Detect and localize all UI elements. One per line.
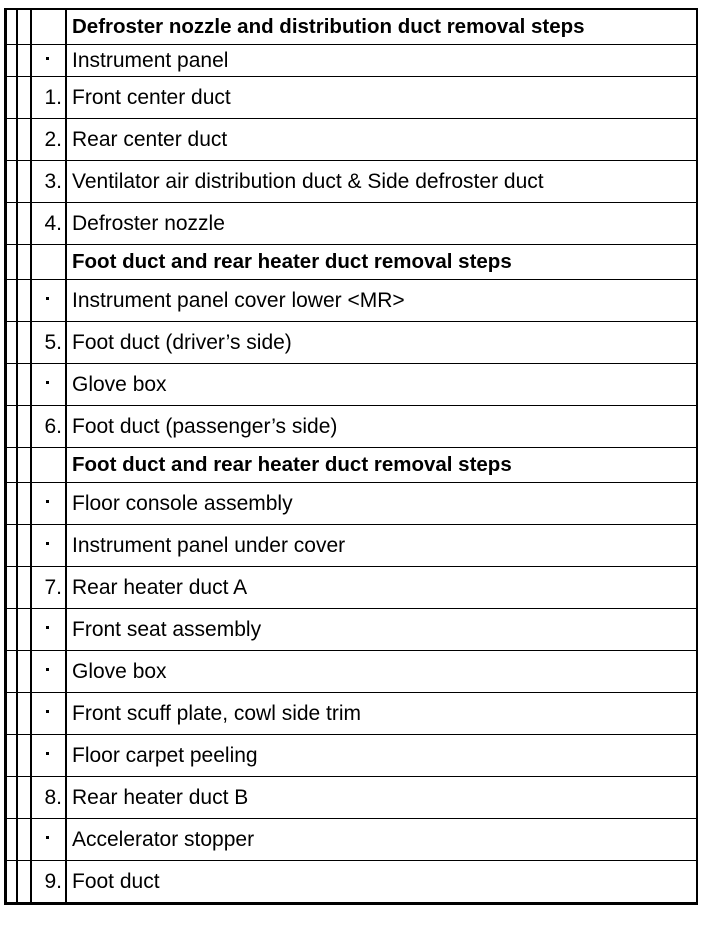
- margin-cell: [17, 777, 31, 819]
- margin-cell: [17, 119, 31, 161]
- step-number-cell: [31, 819, 66, 861]
- bullet-icon: [46, 752, 49, 755]
- margin-cell: [17, 567, 31, 609]
- step-number-cell: 5.: [31, 322, 66, 364]
- margin-cell: [17, 651, 31, 693]
- step-text: Accelerator stopper: [66, 819, 697, 861]
- margin-cell: [6, 322, 18, 364]
- step-text: Instrument panel under cover: [66, 525, 697, 567]
- step-row: [6, 525, 698, 567]
- step-row: [6, 203, 698, 245]
- step-row: [6, 861, 698, 904]
- step-row: [6, 609, 698, 651]
- step-number-cell: 9.: [31, 861, 66, 904]
- bullet-icon: [46, 542, 49, 545]
- margin-cell: [6, 77, 18, 119]
- step-row: [6, 651, 698, 693]
- margin-cell: [17, 483, 31, 525]
- step-number-cell: [31, 483, 66, 525]
- step-text: Rear heater duct B: [66, 777, 697, 819]
- section-header-row: [6, 9, 698, 45]
- margin-cell: [6, 203, 18, 245]
- margin-cell: [17, 609, 31, 651]
- step-text: Floor console assembly: [66, 483, 697, 525]
- step-number-cell: [31, 448, 66, 483]
- bullet-icon: [46, 297, 49, 300]
- margin-cell: [17, 525, 31, 567]
- section-header-row: [6, 245, 698, 280]
- removal-steps-table: [4, 8, 698, 905]
- margin-cell: [17, 245, 31, 280]
- margin-cell: [6, 735, 18, 777]
- step-number-cell: 2.: [31, 119, 66, 161]
- margin-cell: [6, 245, 18, 280]
- step-row: [6, 406, 698, 448]
- step-row: [6, 567, 698, 609]
- step-row: [6, 693, 698, 735]
- step-number-cell: 6.: [31, 406, 66, 448]
- margin-cell: [17, 448, 31, 483]
- step-number-cell: [31, 525, 66, 567]
- section-heading: Foot duct and rear heater duct removal steps: [66, 448, 697, 483]
- step-text: Foot duct (passenger’s side): [66, 406, 697, 448]
- step-row: [6, 322, 698, 364]
- margin-cell: [17, 735, 31, 777]
- margin-cell: [6, 777, 18, 819]
- margin-cell: [6, 525, 18, 567]
- bullet-icon: [46, 836, 49, 839]
- step-text: Front seat assembly: [66, 609, 697, 651]
- step-number-cell: 8.: [31, 777, 66, 819]
- step-row: [6, 364, 698, 406]
- step-row: [6, 77, 698, 119]
- step-number-cell: [31, 693, 66, 735]
- step-text: Foot duct (driver’s side): [66, 322, 697, 364]
- step-text: Rear center duct: [66, 119, 697, 161]
- step-number-cell: 3.: [31, 161, 66, 203]
- step-text: Instrument panel: [66, 45, 697, 77]
- margin-cell: [17, 9, 31, 45]
- margin-cell: [6, 364, 18, 406]
- step-row: [6, 45, 698, 77]
- margin-cell: [17, 77, 31, 119]
- step-row: [6, 819, 698, 861]
- margin-cell: [6, 280, 18, 322]
- step-row: [6, 777, 698, 819]
- margin-cell: [6, 483, 18, 525]
- step-text: Glove box: [66, 651, 697, 693]
- step-text: Instrument panel cover lower <MR>: [66, 280, 697, 322]
- step-row: [6, 483, 698, 525]
- step-number-cell: [31, 280, 66, 322]
- step-text: Front center duct: [66, 77, 697, 119]
- margin-cell: [17, 364, 31, 406]
- bullet-icon: [46, 710, 49, 713]
- margin-cell: [17, 161, 31, 203]
- margin-cell: [17, 406, 31, 448]
- margin-cell: [17, 322, 31, 364]
- margin-cell: [6, 693, 18, 735]
- step-number-cell: [31, 364, 66, 406]
- margin-cell: [17, 819, 31, 861]
- step-number-cell: [31, 245, 66, 280]
- bullet-icon: [46, 668, 49, 671]
- margin-cell: [6, 861, 18, 904]
- margin-cell: [6, 119, 18, 161]
- step-number-cell: [31, 45, 66, 77]
- margin-cell: [6, 567, 18, 609]
- step-number-cell: [31, 9, 66, 45]
- section-header-row: [6, 448, 698, 483]
- step-number-cell: 4.: [31, 203, 66, 245]
- bullet-icon: [46, 626, 49, 629]
- margin-cell: [6, 9, 18, 45]
- removal-steps-body: [6, 9, 698, 904]
- margin-cell: [17, 280, 31, 322]
- margin-cell: [6, 819, 18, 861]
- step-row: [6, 119, 698, 161]
- step-text: Ventilator air distribution duct & Side defroster duct: [66, 161, 697, 203]
- step-row: [6, 280, 698, 322]
- step-text: Defroster nozzle: [66, 203, 697, 245]
- step-number-cell: [31, 651, 66, 693]
- step-number-cell: 1.: [31, 77, 66, 119]
- bullet-icon: [46, 381, 49, 384]
- step-row: [6, 735, 698, 777]
- margin-cell: [6, 161, 18, 203]
- margin-cell: [17, 203, 31, 245]
- step-number-cell: [31, 609, 66, 651]
- margin-cell: [17, 861, 31, 904]
- margin-cell: [17, 693, 31, 735]
- step-row: [6, 161, 698, 203]
- bullet-icon: [46, 57, 49, 60]
- margin-cell: [6, 651, 18, 693]
- step-number-cell: [31, 735, 66, 777]
- margin-cell: [6, 406, 18, 448]
- margin-cell: [6, 609, 18, 651]
- bullet-icon: [46, 500, 49, 503]
- section-heading: Foot duct and rear heater duct removal steps: [66, 245, 697, 280]
- step-number-cell: 7.: [31, 567, 66, 609]
- margin-cell: [6, 448, 18, 483]
- step-text: Rear heater duct A: [66, 567, 697, 609]
- step-text: Foot duct: [72, 869, 160, 893]
- step-text: Glove box: [66, 364, 697, 406]
- step-text: Front scuff plate, cowl side trim: [66, 693, 697, 735]
- step-text: Floor carpet peeling: [66, 735, 697, 777]
- margin-cell: [17, 45, 31, 77]
- section-heading: Defroster nozzle and distribution duct removal steps: [66, 9, 697, 45]
- margin-cell: [6, 45, 18, 77]
